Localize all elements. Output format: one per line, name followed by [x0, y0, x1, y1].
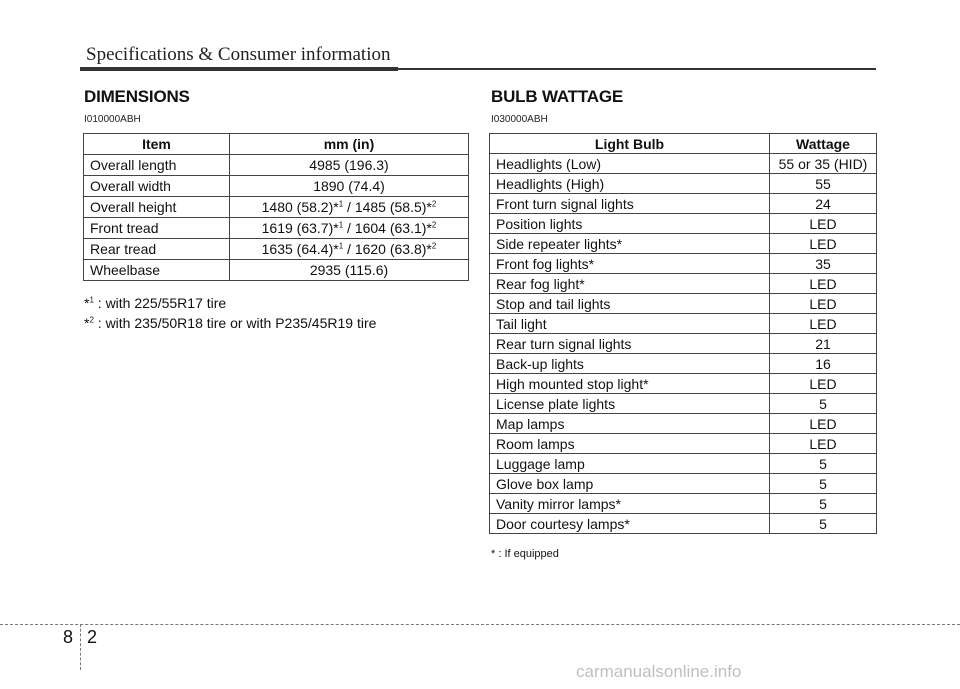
bulb-name: Front turn signal lights [490, 194, 770, 214]
bulb-wattage: LED [770, 434, 877, 454]
bulb-wattage: 5 [770, 454, 877, 474]
bulb-wattage: 5 [770, 394, 877, 414]
bulb-wattage: LED [770, 274, 877, 294]
table-row [84, 197, 469, 218]
bulb-wattage: 55 or 35 (HID) [770, 154, 877, 174]
column-header-light-bulb: Light Bulb [490, 134, 770, 154]
bulb-name: Front fog lights* [490, 254, 770, 274]
bulb-wattage-code: I030000ABH [491, 114, 548, 125]
table-row [490, 254, 877, 274]
column-header-item: Item [84, 134, 230, 155]
bulb-name: Vanity mirror lamps* [490, 494, 770, 514]
dimension-item: Front tread [84, 218, 230, 239]
bulb-name: Map lamps [490, 414, 770, 434]
page-header-title: Specifications & Consumer information [86, 44, 391, 65]
dimension-value: 4985 (196.3) [230, 155, 469, 176]
dimension-item: Rear tread [84, 239, 230, 260]
table-row [84, 155, 469, 176]
dimension-value: 1635 (64.4)*$^1$ / 1620 (63.8)*$^2$ [230, 239, 469, 260]
table-row [490, 174, 877, 194]
watermark: carmanualsonline.info [576, 662, 742, 681]
table-header-row [84, 134, 469, 155]
table-row [490, 474, 877, 494]
dimension-value: 1480 (58.2)*$^1$ / 1485 (58.5)*$^2$ [230, 197, 469, 218]
bulb-name: High mounted stop light* [490, 374, 770, 394]
table-row [84, 239, 469, 260]
bulb-name: Tail light [490, 314, 770, 334]
dimension-value: 1619 (63.7)*$^1$ / 1604 (63.1)*$^2$ [230, 218, 469, 239]
bulb-wattage: LED [770, 314, 877, 334]
bulb-wattage: LED [770, 214, 877, 234]
table-row [490, 194, 877, 214]
column-header-wattage: Wattage [770, 134, 877, 154]
bulb-wattage: LED [770, 234, 877, 254]
bulb-name: Headlights (High) [490, 174, 770, 194]
header-rule-thick [80, 67, 398, 71]
bulb-wattage: 35 [770, 254, 877, 274]
table-row [490, 214, 877, 234]
dimensions-footnote-2: *$^2$ : with 235/50R18 tire or with P235/45R19 tire [84, 315, 377, 331]
dimensions-code: I010000ABH [84, 114, 141, 125]
bulb-wattage: 24 [770, 194, 877, 214]
page-section-number: 8 [63, 627, 74, 647]
dimensions-footnote-1: *$^1$ : with 225/55R17 tire [84, 295, 227, 311]
bulb-wattage: 21 [770, 334, 877, 354]
dimension-item: Overall width [84, 176, 230, 197]
table-row [490, 274, 877, 294]
dimension-item: Overall height [84, 197, 230, 218]
table-row [490, 454, 877, 474]
bulb-wattage: 5 [770, 494, 877, 514]
bulb-name: Luggage lamp [490, 454, 770, 474]
bulb-name: Headlights (Low) [490, 154, 770, 174]
bulb-wattage: LED [770, 294, 877, 314]
bulb-name: Rear fog light* [490, 274, 770, 294]
dimension-item: Wheelbase [84, 260, 230, 281]
table-row [490, 234, 877, 254]
table-row [490, 434, 877, 454]
table-row [490, 294, 877, 314]
bulb-wattage: 16 [770, 354, 877, 374]
bulb-name: Room lamps [490, 434, 770, 454]
column-header-value: mm (in) [230, 134, 469, 155]
bulb-name: Stop and tail lights [490, 294, 770, 314]
table-row [490, 414, 877, 434]
bulb-wattage-title: BULB WATTAGE [491, 87, 624, 106]
table-row [490, 314, 877, 334]
bulb-name: Side repeater lights* [490, 234, 770, 254]
table-row [490, 394, 877, 414]
footer-dashed-divider [80, 624, 81, 670]
table-row [84, 218, 469, 239]
footer-dashed-rule [0, 624, 960, 625]
bulb-name: Glove box lamp [490, 474, 770, 494]
table-row [84, 260, 469, 281]
table-row [490, 374, 877, 394]
bulb-name: Door courtesy lamps* [490, 514, 770, 534]
bulb-name: Rear turn signal lights [490, 334, 770, 354]
table-row [490, 154, 877, 174]
bulb-wattage: 5 [770, 474, 877, 494]
bulb-wattage: LED [770, 414, 877, 434]
table-row [490, 334, 877, 354]
header-rule-thin [398, 68, 876, 70]
table-header-row [490, 134, 877, 154]
page-number: 2 [87, 627, 98, 647]
table-row [490, 514, 877, 534]
bulb-wattage: 5 [770, 514, 877, 534]
dimensions-table [83, 133, 469, 281]
table-row [490, 494, 877, 514]
dimensions-title: DIMENSIONS [84, 87, 190, 106]
table-row [84, 176, 469, 197]
dimension-value: 1890 (74.4) [230, 176, 469, 197]
bulb-wattage: LED [770, 374, 877, 394]
bulb-footnote: * : If equipped [491, 548, 559, 560]
dimension-item: Overall length [84, 155, 230, 176]
bulb-name: Position lights [490, 214, 770, 234]
bulb-name: Back-up lights [490, 354, 770, 374]
dimension-value: 2935 (115.6) [230, 260, 469, 281]
bulb-name: License plate lights [490, 394, 770, 414]
bulb-wattage: 55 [770, 174, 877, 194]
bulb-wattage-table [489, 133, 877, 534]
table-row [490, 354, 877, 374]
